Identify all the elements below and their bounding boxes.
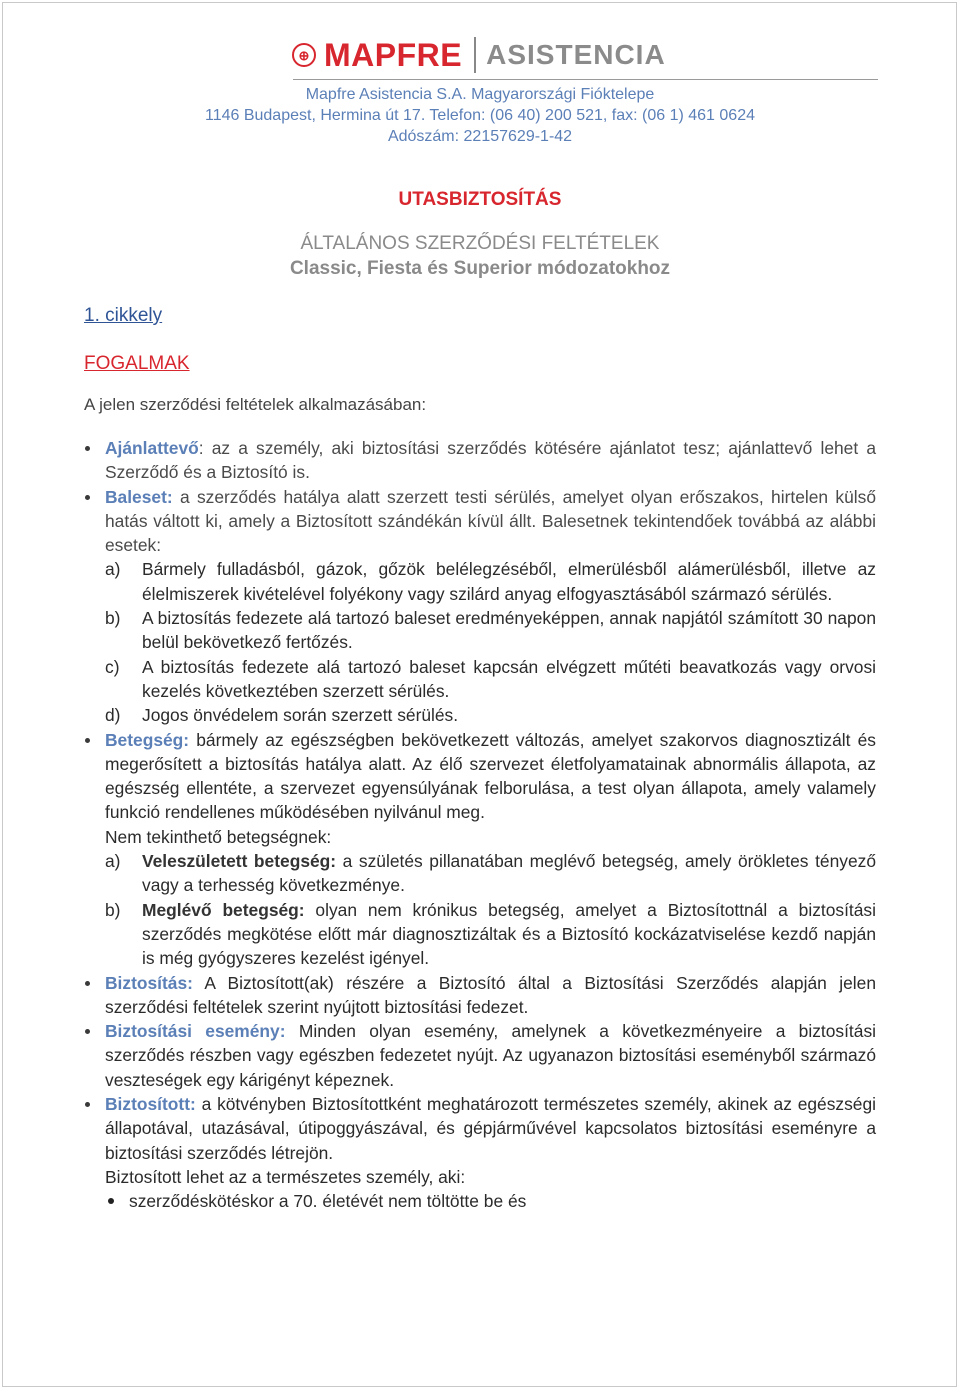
eligibility-label: Biztosított lehet az a természetes személy, aki: [105,1166,466,1187]
logo-brand: MAPFRE [324,37,463,73]
list-item [84,1189,876,1213]
section-heading: FOGALMAK [84,353,190,374]
list-marker: a) [105,559,121,580]
term-label: Baleset: [105,486,173,507]
list-text: szerződéskötéskor a 70. életévét nem töltötte be és [129,1191,527,1212]
definition-text: a szerződés hatálya alatt szerzett testi sérülés, amelyet olyan erőszakos, hirtelen külső hatás váltott ki, amely a Biztosított szándékán kívül állt. Balesetnek tekintendőek továbbá az alábbi esetek: [105,486,876,556]
mapfre-emblem-icon: ⊕ [292,43,316,67]
list-marker: b) [105,608,121,629]
list-item [84,703,876,727]
article-heading: 1. cikkely [84,305,163,326]
term-label: Betegség: [105,729,190,750]
term-label: Veleszületett betegség: [142,851,337,872]
term-label: Biztosított: [105,1094,196,1115]
bullet-icon [85,1102,90,1107]
definition-text: : az a személy, aki biztosítási szerződés kötésére ajánlatot tesz; ajánlattevő lehet a Szerződő és a Biztosító is. [105,438,876,483]
company-name: Mapfre Asistencia S.A. Magyarországi Fióktelepe [305,86,655,103]
definition-biztositott [84,1092,876,1165]
list-marker: b) [105,899,121,920]
list-text: olyan nem krónikus betegség, amelyet a Biztosítottnál a biztosítási szerződés megkötése előtt már diagnosztizáltak és a Biztosító kockázatviselése kezdő napján is még gyógyszeres kezelést igényel. [142,899,876,969]
list-item [84,655,876,704]
list-marker: c) [105,656,120,677]
list-text: Jogos önvédelem során szerzett sérülés. [142,705,459,726]
definition-ajanlattevo [84,436,876,485]
list-text: A biztosítás fedezete alá tartozó baleset eredményeképpen, annak napjától számított 30 napon belül bekövetkező fertőzés. [142,608,876,653]
list-marker: a) [105,851,121,872]
definition-text: bármely az egészségben bekövetkezett változás, amelyet szakorvos diagnosztizált és megerősített a biztosítás hatálya alatt. Az élő szervezet életfolyamatainak abnormális állapota, az egészség ellentéte, a szervezet egyensúlyának felborulása, a test olyan állapota, amely valamely funkció rendellenes működésében nyilvánul meg. [105,729,876,823]
term-label: Meglévő betegség: [142,899,305,920]
list-marker: d) [105,705,121,726]
list-item [84,606,876,655]
logo-divider [474,37,476,73]
list-text: Bármely fulladásból, gázok, gőzök belélegzéséből, elmerülésből alámerülésből, illetve az élelmiszerek kivételével folyékony vagy szilárd anyag elfogyasztásából származó sérülés. [142,559,876,604]
company-address: 1146 Budapest, Hermina út 17. Telefon: (06 40) 200 521, fax: (06 1) 461 0624 [204,107,755,124]
intro-text: A jelen szerződési feltételek alkalmazásában: [84,395,427,414]
logo-division: ASISTENCIA [486,39,666,70]
document-subtitle: ÁLTALÁNOS SZERZŐDÉSI FELTÉTELEK [300,233,660,254]
bullet-icon [85,446,90,451]
term-label: Biztosítás: [105,972,193,993]
list-item [84,849,876,898]
list-item [84,898,876,971]
definition-text: A Biztosított(ak) részére a Biztosító által a Biztosítási Szerződés alapján jelen szerződési feltételek szerint nyújtott biztosítási fedezet. [105,972,876,1017]
term-label: Ajánlattevő [105,438,199,458]
definition-betegseg [84,728,876,825]
list-text: a születés pillanatában meglévő betegség, amely örökletes tényező vagy a terhesség következménye. [142,851,876,896]
definition-text: a kötvényben Biztosítottként meghatározott természetes személy, akinek az egészségi állapotával, utazásával, útipoggyászával, és gépjárművével kapcsolatos biztosítási eseményre a biztosítási szerződés létrejön. [105,1094,876,1163]
list-item [84,557,876,606]
document-title: UTASBIZTOSÍTÁS [398,189,562,210]
bullet-icon [85,738,90,743]
bullet-icon [85,1029,90,1034]
definition-biztositas [84,971,876,1020]
bullet-icon [85,495,90,500]
definition-text: Minden olyan esemény, amelynek a következményeire a biztosítási szerződés részben vagy egészben fedezetet nyújt. Az ugyanazon biztosítási eseményből származó veszteségek egy kárigényt képeznek. [105,1021,876,1090]
definition-biztositasi-esemeny [84,1019,876,1092]
mapfre-logo [292,38,666,72]
document-scope: Classic, Fiesta és Superior módozatokhoz [289,258,671,279]
bullet-icon [108,1198,114,1204]
bullet-icon [85,981,90,986]
header-rule [293,79,878,80]
definitions-list [84,436,876,1214]
exclusion-label: Nem tekinthető betegségnek: [105,826,332,847]
company-tax-id: Adószám: 22157629-1-42 [387,128,573,145]
list-text: A biztosítás fedezete alá tartozó baleset kapcsán elvégzett műtéti beavatkozás vagy orvosi kezelés következtében szerzett sérülés. [142,656,876,701]
definition-baleset [84,485,876,558]
term-label: Biztosítási esemény: [105,1021,286,1042]
